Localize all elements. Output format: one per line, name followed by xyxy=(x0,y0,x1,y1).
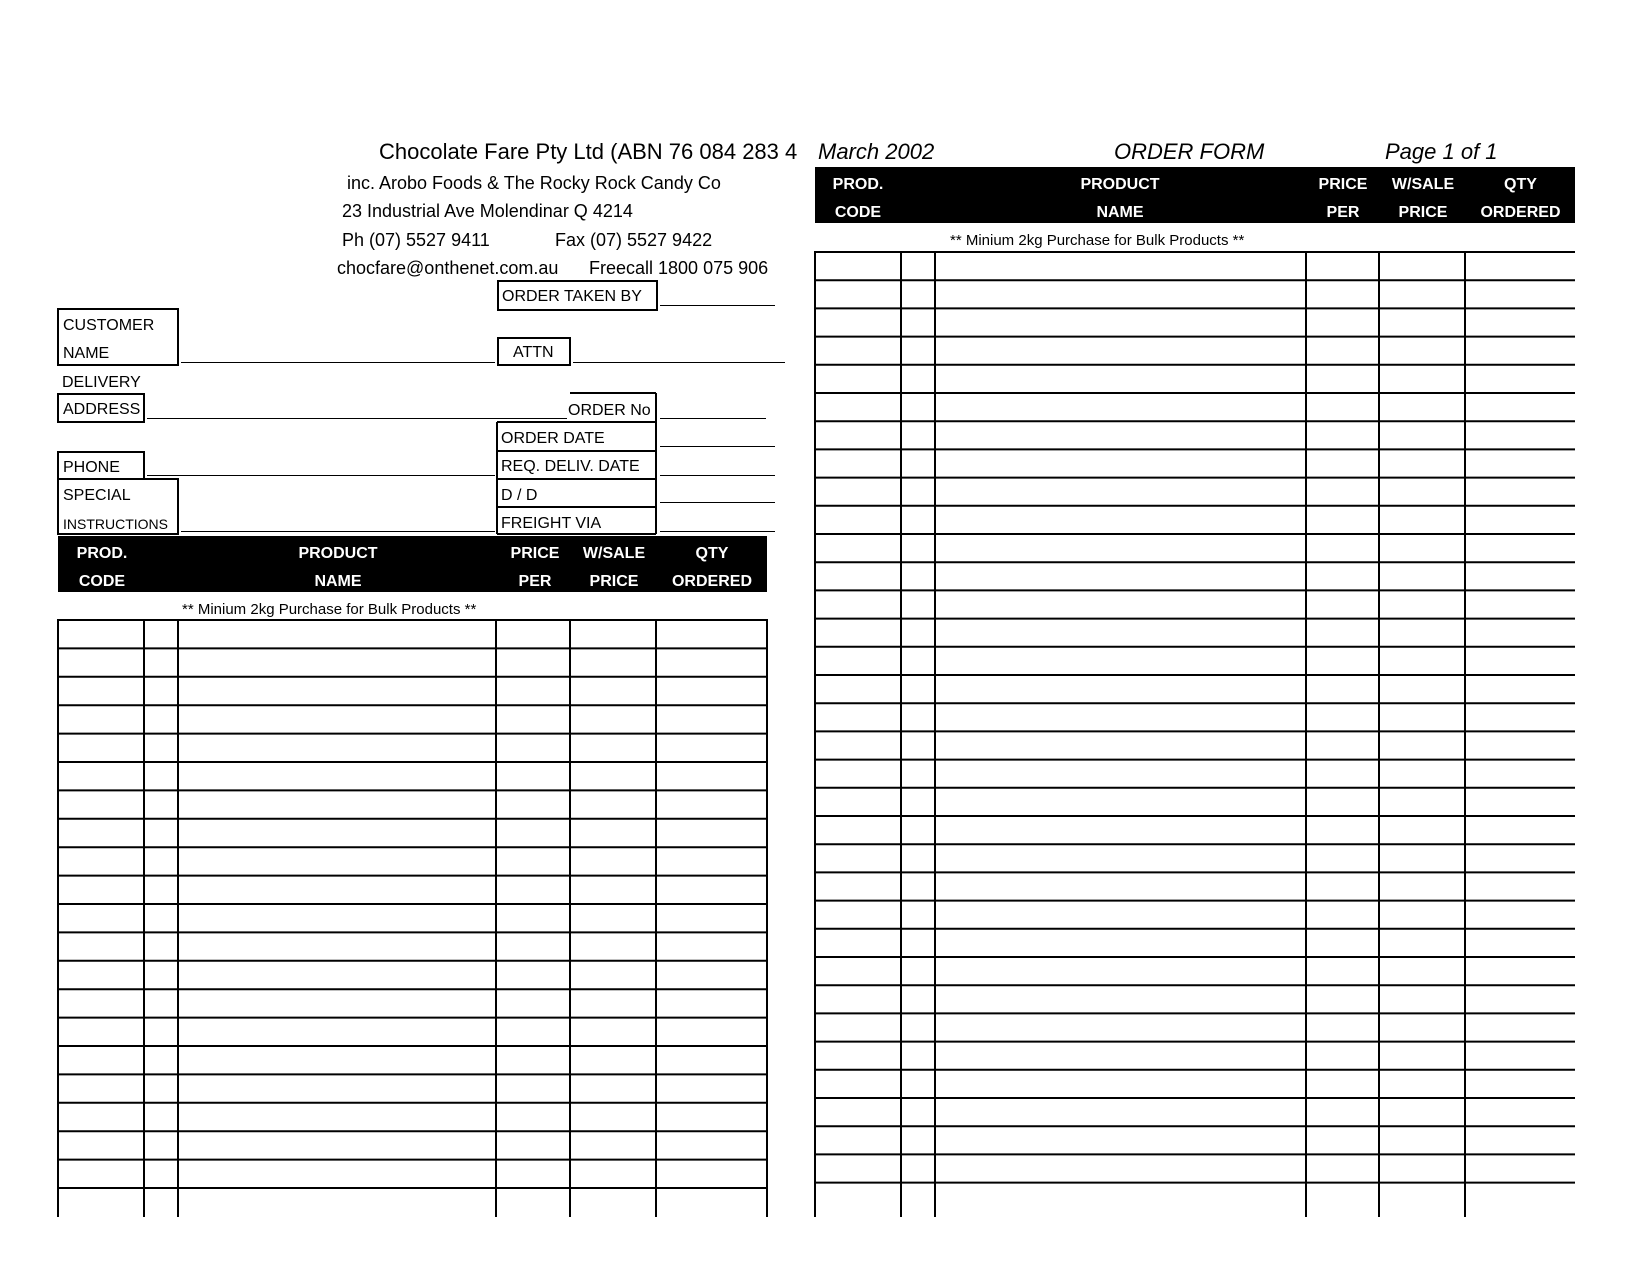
left-col-product: PRODUCT xyxy=(298,545,378,562)
right-col-product: PRODUCT xyxy=(1080,176,1160,193)
order-taken-by-label: ORDER TAKEN BY xyxy=(502,288,642,305)
company-address: 23 Industrial Ave Molendinar Q 4214 xyxy=(342,201,633,221)
left-col-prod: PROD. xyxy=(76,545,128,562)
customer-label: CUSTOMER xyxy=(63,317,155,334)
right-col-wsale-price: PRICE xyxy=(1398,204,1448,221)
order-no-label: ORDER No xyxy=(568,402,651,419)
page-number: Page 1 of 1 xyxy=(1385,139,1498,164)
right-bulk-note: ** Minium 2kg Purchase for Bulk Products ** xyxy=(950,232,1245,249)
right-col-wsale: W/SALE xyxy=(1391,176,1455,193)
attn-label: ATTN xyxy=(513,344,554,361)
form-date: March 2002 xyxy=(818,139,935,164)
name-label: NAME xyxy=(63,345,110,362)
order-date-label: ORDER DATE xyxy=(501,430,605,447)
delivery-label: DELIVERY xyxy=(62,374,141,391)
right-col-qty: QTY xyxy=(1504,176,1537,193)
freight-via-label: FREIGHT VIA xyxy=(501,515,602,532)
left-col-wsale: W/SALE xyxy=(582,545,646,562)
right-col-ordered: ORDERED xyxy=(1480,204,1561,221)
right-col-price: PRICE xyxy=(1318,176,1368,193)
left-col-wsale-price: PRICE xyxy=(589,573,639,590)
company-inc-line: inc. Arobo Foods & The Rocky Rock Candy Co xyxy=(347,173,721,193)
req-deliv-date-label: REQ. DELIV. DATE xyxy=(501,458,640,475)
company-freecall: Freecall 1800 075 906 xyxy=(589,258,769,278)
company-name: Chocolate Fare Pty Ltd (ABN 76 084 283 4 xyxy=(379,139,798,164)
right-col-code: CODE xyxy=(834,204,882,221)
left-bulk-note: ** Minium 2kg Purchase for Bulk Products ** xyxy=(182,601,477,618)
left-order-grid xyxy=(57,620,768,1217)
left-col-ordered: ORDERED xyxy=(671,573,752,590)
phone-label: PHONE xyxy=(63,459,120,476)
address-label: ADDRESS xyxy=(63,401,141,418)
left-col-code: CODE xyxy=(78,573,126,590)
form-title: ORDER FORM xyxy=(1114,139,1265,164)
left-col-price: PRICE xyxy=(510,545,560,562)
right-col-per: PER xyxy=(1326,204,1360,221)
company-fax: Fax (07) 5527 9422 xyxy=(555,230,713,250)
right-col-prod: PROD. xyxy=(832,176,884,193)
special-label: SPECIAL xyxy=(63,487,131,504)
company-email: chocfare@onthenet.com.au xyxy=(337,258,559,278)
left-col-name: NAME xyxy=(314,573,362,590)
left-col-per: PER xyxy=(518,573,552,590)
right-col-name: NAME xyxy=(1096,204,1144,221)
dd-label: D / D xyxy=(501,487,538,504)
left-col-qty: QTY xyxy=(695,545,729,562)
right-order-grid xyxy=(814,252,1575,1217)
instructions-label: INSTRUCTIONS xyxy=(63,516,168,532)
company-phone: Ph (07) 5527 9411 xyxy=(342,230,490,250)
